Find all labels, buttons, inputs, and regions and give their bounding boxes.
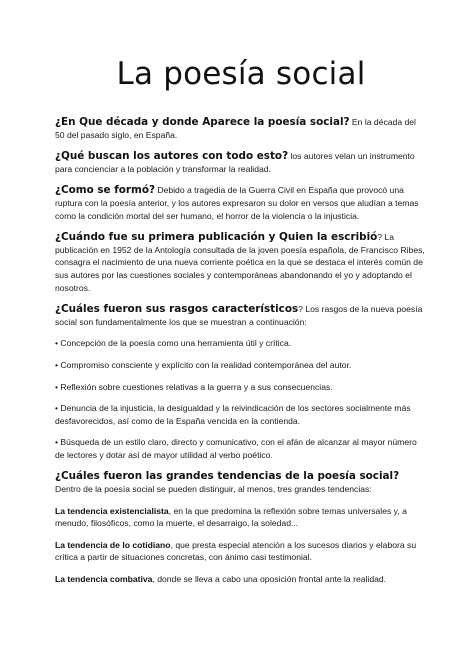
tendency-everyday — [55, 539, 427, 564]
answer-purpose: los autores velan un instrumento para concienciar a la población y transformar la realidad. — [55, 151, 415, 174]
question-first-publication: ¿Cuándo fue su primera publicación y Quien la escribió — [55, 231, 378, 244]
question-origin: ¿Como se formó? — [55, 184, 155, 197]
bullet-item: • Compromiso consciente y explícito con la realidad contemporánea del autor. — [55, 359, 352, 370]
answer-first-publication: ? La publicación en 1952 de la Antología consultada de la joven poesía española, de Francisco Ribes, consagra el nacimiento de una nueva corriente poética en la que se destaca el interés común de sus autores por las cuestiones sociales y contemporáneas abandonando el yo y adoptando el nosotros. — [55, 232, 425, 293]
tendency-text: , en la que predomina la reflexión sobre temas universales y, a menudo, filosóficos, como la muerte, el desarraigo, la soledad... — [55, 505, 407, 529]
paragraph-decade — [55, 116, 427, 141]
bullet-item: • Reflexión sobre cuestiones relativas a la guerra y a sus consecuencias. — [55, 381, 333, 392]
answer-origin: Debido a tragedia de la Guerra Civil en España que provocó una ruptura con la poesía anterior, y los autores expresaron su dolor en versos que aludían a temas como la condición mortal del ser humano, el horror de la violencia o la injusticia. — [55, 185, 419, 221]
question-tendencies: ¿Cuáles fueron las grandes tendencias de la poesía social? — [55, 470, 400, 483]
bullet-item: • Búsqueda de un estilo claro, directo y comunicativo, con el afán de alcanzar al mayor número de lectores y dotar así de mayor utilidad al verbo poético. — [55, 437, 417, 460]
paragraph-origin — [55, 184, 427, 222]
document-body — [55, 116, 427, 595]
question-traits: ¿Cuáles fueron sus rasgos característicos — [55, 303, 299, 316]
page-title: La poesía social — [116, 56, 366, 92]
tendency-existentialist — [55, 505, 427, 530]
answer-traits: ? Los rasgos de la nueva poesía social son fundamentalmente los que se muestran a continuación: — [55, 304, 423, 327]
tendency-name: La tendencia combativa — [55, 574, 153, 585]
paragraph-tendencies — [55, 470, 427, 495]
bullet-item: • Denuncia de la injusticia, la desigualdad y la reivindicación de los sectores socialmente más desfavorecidos, así como de la España vencida en la contienda. — [55, 403, 411, 426]
tendency-name: La tendencia de lo cotidiano — [55, 539, 171, 550]
question-purpose: ¿Qué buscan los autores con todo esto? — [55, 150, 289, 163]
question-decade: ¿En Que década y donde Aparece la poesía social? — [55, 116, 350, 128]
answer-tendencies: Dentro de la poesía social se pueden distinguir, al menos, tres grandes tendencias: — [55, 484, 372, 495]
tendency-combative — [55, 573, 427, 586]
tendency-text: , donde se lleva a cabo una oposición frontal ante la realidad. — [152, 574, 387, 585]
bullet-item: • Concepción de la poesía como una herramienta útil y crítica. — [55, 338, 292, 349]
paragraph-first-publication — [55, 231, 427, 294]
paragraph-traits — [55, 303, 427, 328]
answer-decade: En la década del 50 del pasado siglo, en España. — [55, 117, 416, 140]
tendency-text: , que presta especial atención a los sucesos diarios y elabora su crítica a partir de situaciones concretas, con ánimo casi testimonial. — [55, 539, 417, 563]
tendency-name: La tendencia existencialista — [55, 505, 169, 516]
paragraph-purpose — [55, 150, 427, 175]
